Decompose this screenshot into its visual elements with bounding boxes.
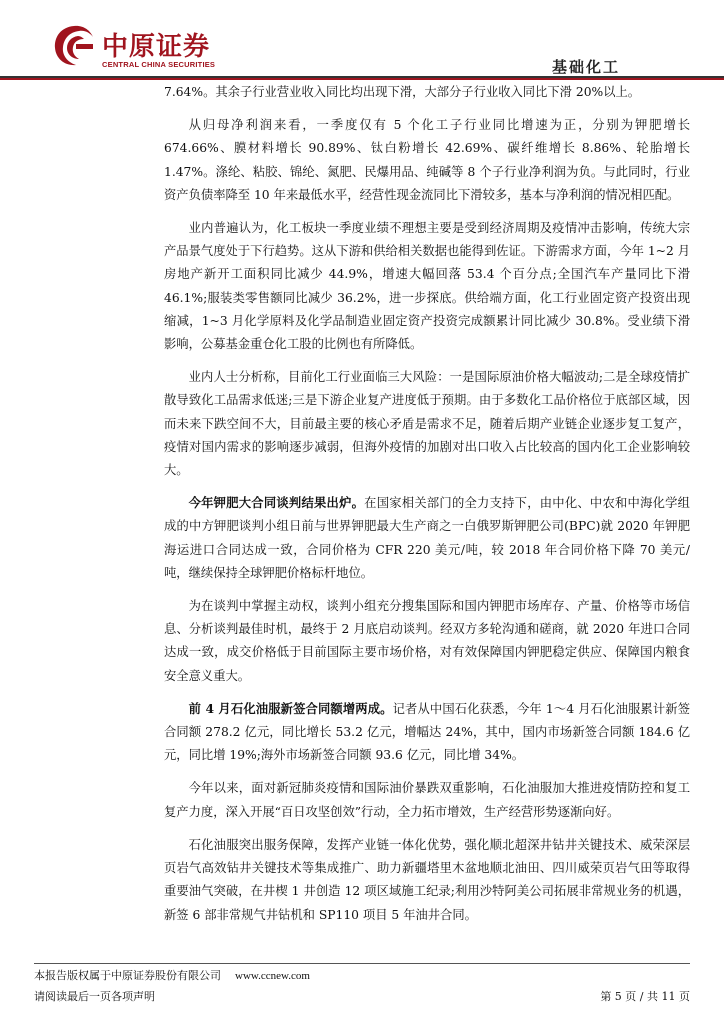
paragraph-8 xyxy=(164,776,690,823)
paragraph-text: 业内普遍认为，化工板块一季度业绩不理想主要是受到经济周期及疫情冲击影响，传统大宗产品景气度处于下行趋势。这从下游和供给相关数据也能得到佐证。下游需求方面，今年 1~2 月房地产新开工面积同比减少 44.9%，增速大幅回落 53.4 个百分点;全国汽车产量同比下滑 46.1%;服装类零售额同比减少 36.2%，进一步探底。供给端方面，化工行业固定资产投资出现缩减，1~3 月化学原料及化学品制造业固定资产投资完成额累计同比减少 30.8%。受业绩下滑影响，公募基金重仓化工股的比例也有所降低。 xyxy=(164,221,690,352)
paragraph-text: 今年以来，面对新冠肺炎疫情和国际油价暴跌双重影响，石化油服加大推进疫情防控和复工复产力度，深入开展“百日攻坚创效”行动，全力拓市增效，生产经营形势逐渐向好。 xyxy=(164,781,690,819)
paragraph-6 xyxy=(164,594,690,688)
paragraph-3 xyxy=(164,216,690,356)
paragraph-4 xyxy=(164,365,690,482)
report-category: 基础化工 xyxy=(551,58,620,76)
logo-chinese-name: 中原证券 xyxy=(102,32,211,62)
paragraph-text: 在国家相关部门的全力支持下，由中化、中农和中海化学组成的中方钾肥谈判小组日前与世界钾肥最大生产商之一白俄罗斯钾肥公司(BPC)就 2020 年钾肥海运进口合同达成一致，合同价格为 CFR 220 美元/吨，较 2018 年合同价格下降 70 美元/吨，继续保持全球钾肥价格标杆地位。 xyxy=(164,496,690,580)
paragraph-1 xyxy=(164,80,690,104)
paragraph-text: 业内人士分析称，目前化工行业面临三大风险：一是国际原油价格大幅波动;二是全球疫情扩散导致化工品需求低迷;三是下游企业复产进度低于预期。由于多数化工品价格位于底部区域，因而未来下跌空间不大，目前最主要的核心矛盾是需求不足，随着后期产业链企业逐步复工复产，疫情对国内需求的影响逐步减弱，但海外疫情的加剧对出口收入占比较高的国内化工企业影响较大。 xyxy=(164,370,690,478)
paragraph-text: 记者从中国石化获悉，今年 1～4 月石化油服累计新签合同额 278.2 亿元，同比增长 53.2 亿元，增幅达 24%，其中，国内市场新签合同额 184.6 亿元，同比增 19%;海外市场新签合同额 93.6 亿元，同比增 34%。 xyxy=(164,701,691,763)
paragraph-5 xyxy=(164,491,690,585)
paragraph-lead: 前 4 月石化油服新签合同额增两成。 xyxy=(188,700,393,716)
paragraph-2 xyxy=(164,113,690,207)
report-body xyxy=(164,80,690,936)
page-number: 第 5 页 / 共 11 页 xyxy=(600,990,690,1003)
paragraph-text: 从归母净利润来看，一季度仅有 5 个化工子行业同比增速为正，分别为钾肥增长 674.66%、膜材料增长 90.89%、钛白粉增长 42.69%、碳纤维增长 8.86%、轮胎增长 1.47%。涤纶、粘胶、锦纶、氮肥、民爆用品、纯碱等 8 个子行业净利润为负。与此同时，行业资产负债率降至 10 年来最低水平，经营性现金流同比下滑较多，基本与净利润的情况相匹配。 xyxy=(164,118,690,202)
paragraph-lead: 今年钾肥大合同谈判结果出炉。 xyxy=(188,495,365,511)
copyright-notice: 本报告版权属于中原证券股份有限公司 xyxy=(34,969,221,982)
logo-mark-icon xyxy=(52,24,96,68)
page-header xyxy=(0,0,724,80)
disclaimer-note: 请阅读最后一页各项声明 xyxy=(34,990,155,1003)
paragraph-text: 石化油服突出服务保障，发挥产业链一体化优势，强化顺北超深井钻井关键技术、威荣深层页岩气高效钻井关键技术等集成推广、助力新疆塔里木盆地顺北油田、四川威荣页岩气田等取得重要油气突破，在井楔 1 井创造 12 项区域施工纪录;利用沙特阿美公司拓展非常规业务的机遇，新签 6 部非常规气井钻机和 SP110 项目 5 年油井合同。 xyxy=(164,837,690,922)
paragraph-9 xyxy=(164,833,690,927)
company-logo xyxy=(52,24,242,70)
website-link[interactable]: www.ccnew.com xyxy=(235,970,310,982)
logo-english-name: CENTRAL CHINA SECURITIES xyxy=(102,60,216,69)
paragraph-7 xyxy=(164,697,690,768)
paragraph-text: 为在谈判中掌握主动权，谈判小组充分搜集国际和国内钾肥市场库存、产量、价格等市场信息、分析谈判最佳时机，最终于 2 月底启动谈判。经双方多轮沟通和磋商，就 2020 年进口合同达成一致，成交价格低于目前国际主要市场价格，对有效保障国内钾肥稳定供应、保障国内粮食安全意义重大。 xyxy=(164,599,690,683)
paragraph-text: 7.64%。其余子行业营业收入同比均出现下滑，大部分子行业收入同比下滑 20%以上。 xyxy=(164,85,641,99)
footer-copyright-line xyxy=(34,967,310,983)
footer-divider xyxy=(34,963,690,964)
